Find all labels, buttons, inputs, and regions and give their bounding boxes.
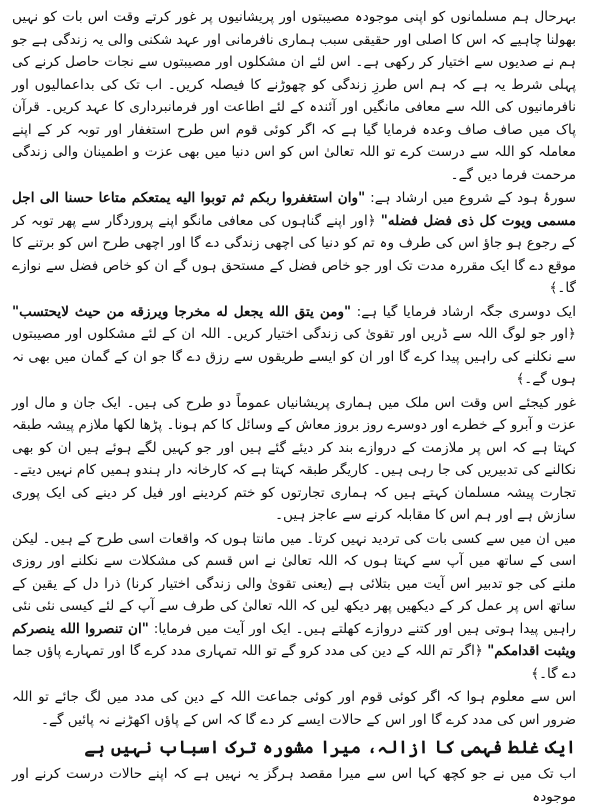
verse-translation-nusrat: ﴿اگر تم اللہ کے دین کی مدد کرو گے تو اللہ تمہاری مدد کرے گا اور تمہارے پاؤں جما دے گا۔﴾ [12,643,576,682]
section-heading: ایک غلط فہمی کا ازالہ، میرا مشورہ ترک اسباب نہیں ہے [84,738,576,758]
verse-translation-istighfar: ﴿اور اپنے گناہوں کی معافی مانگو اپنے پروردگار سے پھر توبہ کر کے رجوع ہو جاؤ اس کی طرف وہ تم کو دنیا کی اچھی زندگی دے گا اور اچھی طرح اس کو برتنے کا موقع دے گا ایک مقررہ مدت تک اور جو خاص فضل کے مستحق ہوں گے ان کو خاص فضل سے نوازے گا۔﴾ [12,212,576,296]
arabic-verse-nusrat: "ان تنصروا الله ينصركم ويثبت اقدامكم" [12,620,576,659]
paragraph-taqwa-verse [12,301,576,391]
paragraph-conclusion: اس سے معلوم ہوا کہ اگر کوئی قوم اور کوئی جماعت اللہ کے دین کی مدد میں لگ جائے تو اللہ ضرور اس کی مدد کرے گا اور اس کے حالات ایسے کر دے گا کہ اس کے پاؤں اکھڑنے نہ پائیں گے۔ [12,689,576,728]
paragraph-2-intro: سورۂ ہود کے شروع میں ارشاد ہے: [365,190,577,206]
paragraph-3-intro: ایک دوسری جگہ ارشاد فرمایا گیا ہے: [351,303,576,320]
paragraph-1: بہرحال ہم مسلمانوں کو اپنی موجودہ مصیبتوں اور پریشانیوں پر غور کرتے وقت اس بات کو نہیں بھولنا چاہیے کہ اس کا اصلی اور حقیقی سبب ہماری نافرمانی اور عہد شکنی والی یہ زندگی ہے جو ہم نے صدیوں سے اختیار کر رکھی ہے۔ اس لئے ان مشکلوں اور مصیبتوں سے نجات حاصل کرنے کی پہلی شرط یہ ہے کہ ہم اس طرزِ زندگی کو چھوڑنے کا فیصلہ کریں۔ اب تک کی بداعمالیوں اور نافرمانیوں کی اللہ سے معافی مانگیں اور آئندہ کے لئے اطاعت اور فرمانبرداری کا عہد کریں۔ قرآن پاک میں صاف صاف وعدہ فرمایا گیا ہے کہ اگر کوئی قوم اس طرح استغفار اور توبہ کر کے اپنے معاملہ کو اللہ سے درست کرے تو اللہ تعالیٰ اس کو اس دنیا میں بھی عزت و اطمینان والی زندگی مرحمت فرما دیں گے۔ [11,9,576,183]
paragraph-problems: غور کیجئے اس وقت اس ملک میں ہماری پریشانیاں عموماً دو طرح کی ہیں۔ ایک جان و مال اور عزت و آبرو کے خطرے اور دوسرے روز بروز معاش کے وسائل کا کم ہونا۔ پڑھا لکھا ملازم پیشہ طبقہ کہتا ہے کہ اس پر ملازمت کے دروازے بند کر دیئے گئے ہیں اور جو کہیں لگے ہوئے ہیں ان کو بھی نکالنے کی تدبیریں کی جا رہی ہیں۔ کاریگر طبقہ کہتا ہے کہ کارخانہ دار ہندو ہمیں کام نہیں دیتے۔ تجارت پیشہ مسلمان کہتے ہیں کہ ہماری تجارتوں کو ختم کردینے اور فیل کر دینے کی ایک پوری سازش ہے اور ہم اس کا مقابلہ کرنے سے عاجز ہیں۔ [12,394,576,523]
paragraph-surah-hud [12,187,576,300]
paragraph-remedy [12,528,576,686]
arabic-verse-istighfar: "وان استغفروا ربكم ثم توبوا اليه يمتعكم متاعا حسنا الى اجل مسمى ويوت كل ذى فضل فضله" [12,190,576,229]
arabic-verse-taqwa: "ومن يتق الله يجعل له مخرجا ويرزقه من حيث لايحتسب" [12,303,352,320]
verse-translation-taqwa: ﴿اور جو لوگ اللہ سے ڈریں اور تقویٰ کی زندگی اختیار کریں۔ اللہ ان کے لئے مشکلوں اور مصیبتوں سے نکلنے کی راہیں پیدا کرے گا اور ان کو ایسے طریقوں سے رزق دے گا جو ان کے گمان میں بھی نہ ہوں گے۔﴾ [12,326,576,387]
paragraph-5-text: میں ان میں سے کسی بات کی تردید نہیں کرتا۔ میں مانتا ہوں کہ واقعات اسی طرح کے ہیں۔ لیکن اسی کے ساتھ میں آپ سے کہتا ہوں کہ اللہ تعالیٰ نے اس قسم کی مشکلات سے نکلنے اور روزی ملنے کی جو تدبیر اس آیت میں بتلائی ہے (یعنی تقویٰ والی زندگی اختیار کرنا) ذرا دل کے یقین کے ساتھ اس پر عمل کر کے دیکھیں پھر دیکھ لیں کہ اللہ تعالیٰ کی طرف سے آپ کے لئے کیسی نئی نئی راہیں پیدا ہوتی ہیں اور کتنے دروازے کھلتے ہیں۔ ایک اور آیت میں فرمایا: [12,530,576,637]
paragraph-final: اب تک میں نے جو کچھ کہا اس سے میرا مقصد ہرگز یہ نہیں ہے کہ اپنے حالات درست کرنے اور موجودہ [12,766,576,805]
